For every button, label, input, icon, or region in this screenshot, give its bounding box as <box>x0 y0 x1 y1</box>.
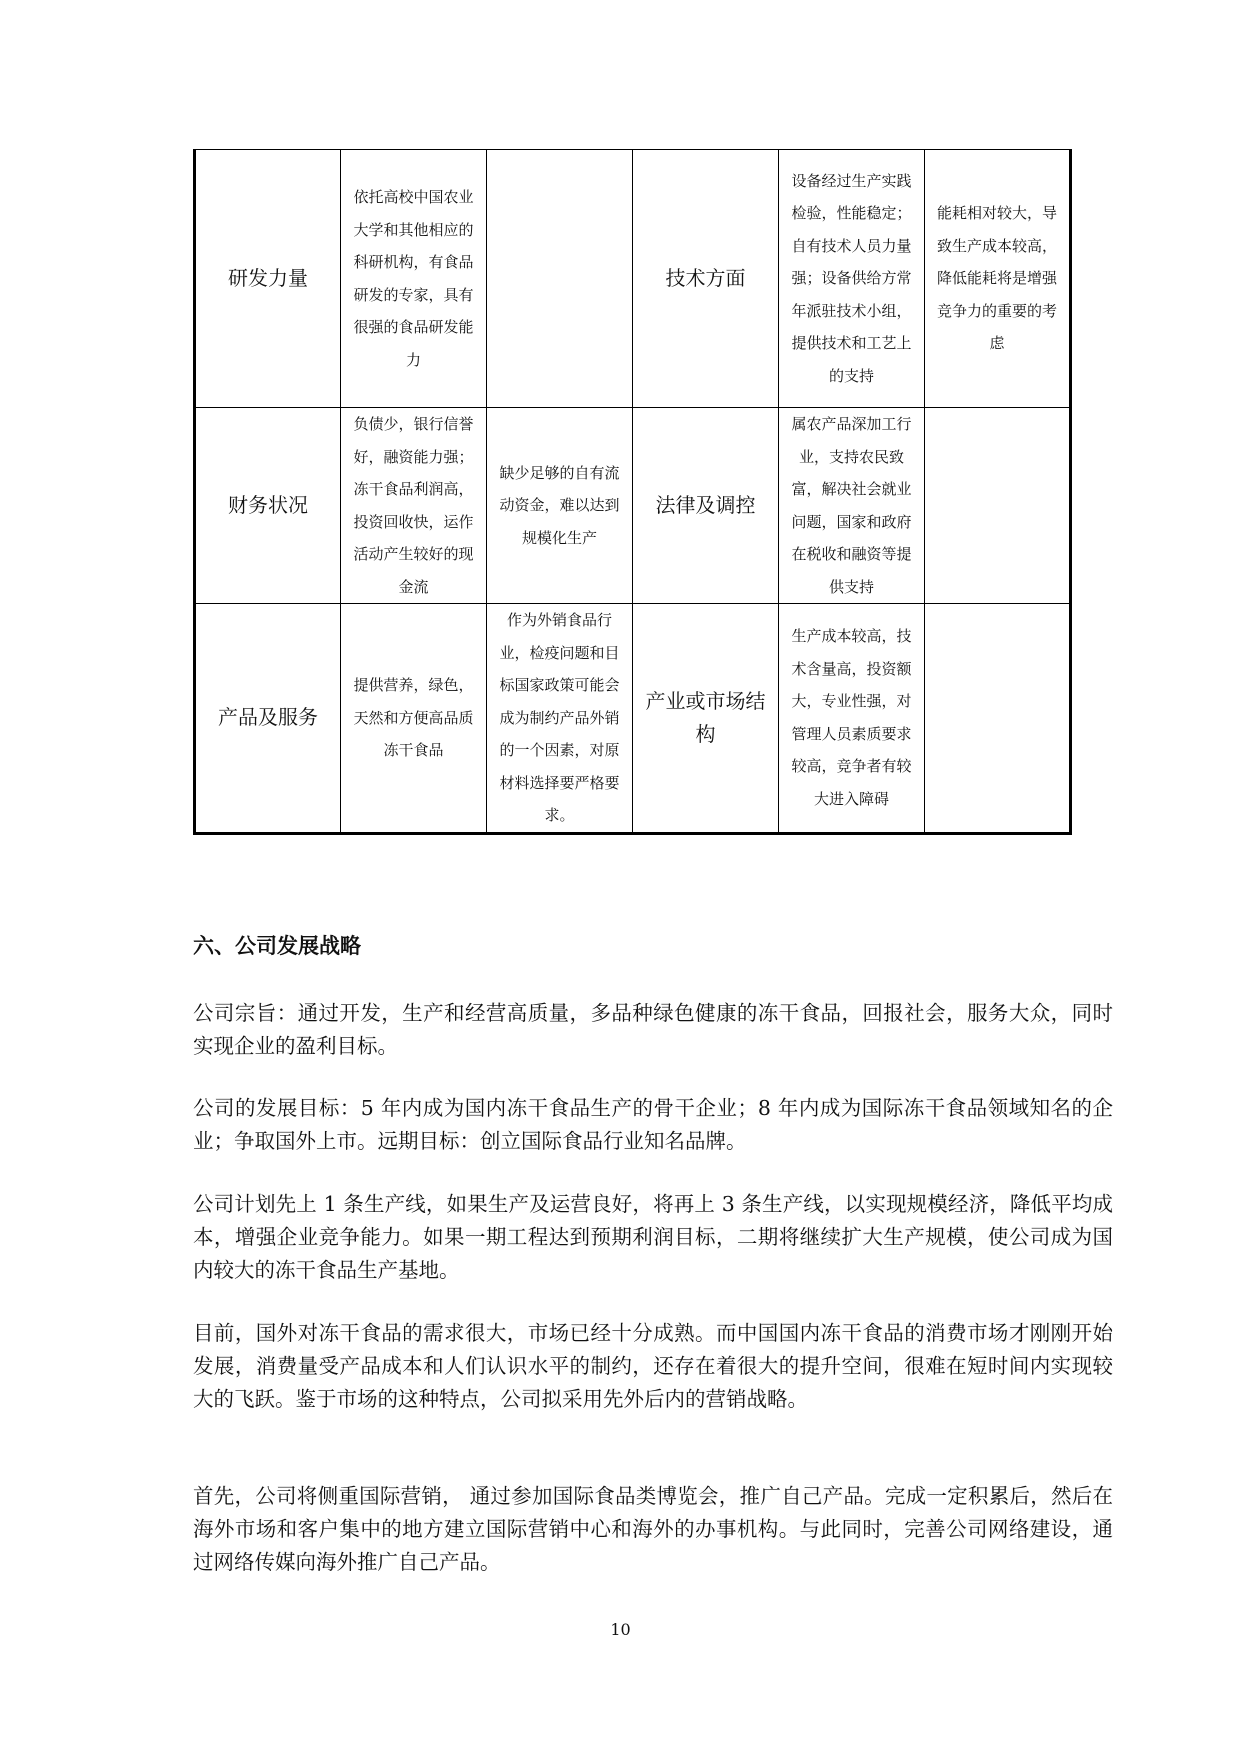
paragraph-goals: 公司的发展目标：5 年内成为国内冻干食品生产的骨干企业；8 年内成为国际冻干食品领域知名的企业；争取国外上市。远期目标：创立国际食品行业知名品牌。 <box>193 1096 1113 1153</box>
strength-cell: 依托高校中国农业大学和其他相应的科研机构，有食品研发的专家，具有很强的食品研发能力 <box>341 150 487 408</box>
paragraph-plan: 公司计划先上 1 条生产线，如果生产及运营良好，将再上 3 条生产线，以实现规模经济，降低平均成本，增强企业竞争能力。如果一期工程达到预期利润目标，二期将继续扩大生产规模，使公司成为国内较大的冻干食品生产基地。 <box>193 1192 1113 1282</box>
opportunity-cell: 属农产品深加工行业，支持农民致富，解决社会就业问题，国家和政府在税收和融资等提供支持 <box>779 408 925 604</box>
table-row <box>195 408 1071 604</box>
threat-cell: 能耗相对较大，导致生产成本较高，降低能耗将是增强竞争力的重要的考虑 <box>925 150 1071 408</box>
factor-category-cell: 法律及调控 <box>633 408 779 604</box>
strength-category-cell: 研发力量 <box>195 150 341 408</box>
page-number: 10 <box>610 1620 631 1639</box>
weakness-cell: 缺少足够的自有流动资金，难以达到规模化生产 <box>487 408 633 604</box>
paragraph-market: 目前，国外对冻干食品的需求很大，市场已经十分成熟。而中国国内冻干食品的消费市场才刚刚开始发展，消费量受产品成本和人们认识水平的制约，还存在着很大的提升空间，很难在短时间内实现较大的飞跃。鉴于市场的这种特点，公司拟采用先外后内的营销战略。 <box>193 1321 1113 1411</box>
table-row <box>195 150 1071 408</box>
swot-table <box>193 149 1072 835</box>
paragraph-mission: 公司宗旨：通过开发，生产和经营高质量，多品种绿色健康的冻干食品，回报社会，服务大众，同时实现企业的盈利目标。 <box>193 1001 1113 1058</box>
strength-cell: 提供营养，绿色，天然和方便高品质冻干食品 <box>341 604 487 834</box>
table-row <box>195 604 1071 834</box>
factor-category-cell: 技术方面 <box>633 150 779 408</box>
factor-category-cell: 产业或市场结构 <box>633 604 779 834</box>
threat-cell <box>925 604 1071 834</box>
opportunity-cell: 生产成本较高，技术含量高，投资额大，专业性强，对管理人员素质要求较高，竞争者有较大进入障碍 <box>779 604 925 834</box>
strength-category-cell: 产品及服务 <box>195 604 341 834</box>
weakness-cell: 作为外销食品行业，检疫问题和目标国家政策可能会成为制约产品外销的一个因素，对原材料选择要严格要求。 <box>487 604 633 834</box>
paragraph-marketing: 首先，公司将侧重国际营销， 通过参加国际食品类博览会，推广自己产品。完成一定积累后，然后在海外市场和客户集中的地方建立国际营销中心和海外的办事机构。与此同时，完善公司网络建设，通过网络传媒向海外推广自己产品。 <box>193 1484 1113 1574</box>
opportunity-cell: 设备经过生产实践检验，性能稳定；自有技术人员力量强；设备供给方常年派驻技术小组，提供技术和工艺上的支持 <box>779 150 925 408</box>
weakness-cell <box>487 150 633 408</box>
section-heading: 六、公司发展战略 <box>193 934 361 958</box>
threat-cell <box>925 408 1071 604</box>
strength-cell: 负债少，银行信誉好，融资能力强；冻干食品利润高，投资回收快，运作活动产生较好的现金流 <box>341 408 487 604</box>
strength-category-cell: 财务状况 <box>195 408 341 604</box>
